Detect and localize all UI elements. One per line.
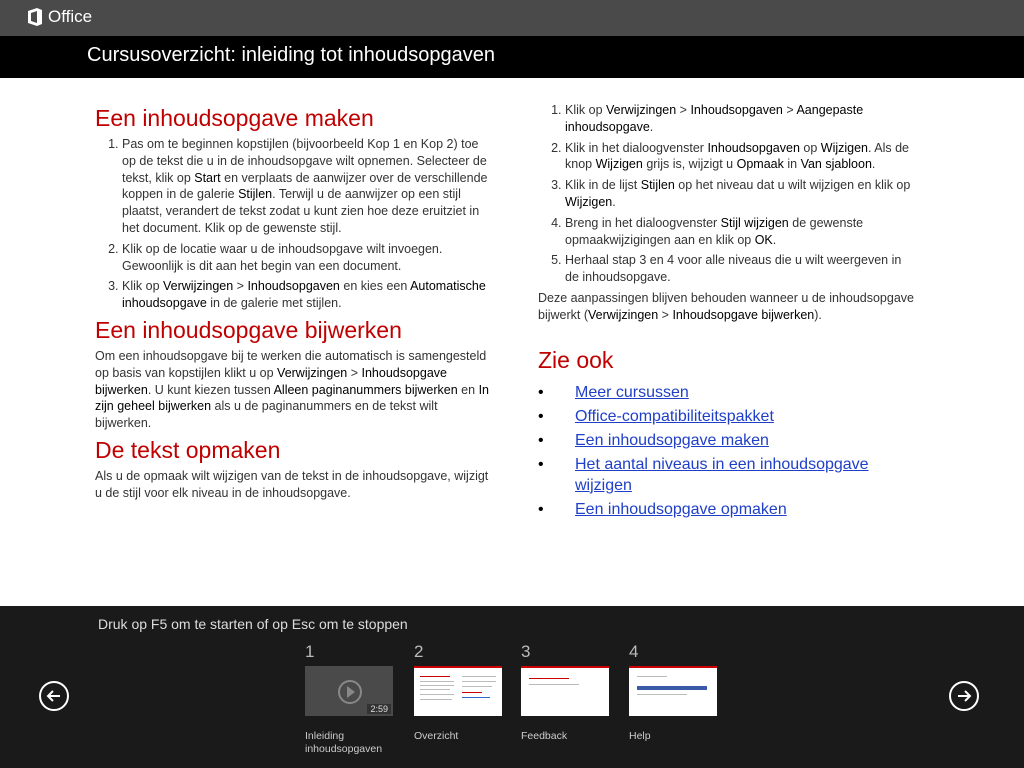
ui-term: Opmaak bbox=[736, 157, 784, 172]
see-also-links bbox=[538, 382, 918, 520]
thumbnail-label: Feedback bbox=[521, 730, 568, 742]
see-also-section bbox=[538, 346, 918, 520]
office-logo bbox=[26, 7, 92, 27]
see-also-link[interactable]: Het aantal niveaus in een inhoudsopgave wijzigen bbox=[575, 455, 869, 494]
ui-term: Alleen paginanummers bijwerken bbox=[273, 382, 458, 397]
thumbnail-number: 3 bbox=[521, 642, 531, 661]
ui-term: Stijlen bbox=[238, 187, 273, 202]
thumbnail-image bbox=[305, 666, 393, 716]
ui-term: Wijzigen bbox=[820, 140, 869, 155]
title-bar bbox=[0, 36, 1024, 78]
see-also-link[interactable]: Meer cursussen bbox=[575, 383, 689, 401]
list-item: 2. Klik op de locatie waar u de inhoudsopgave wilt invoegen. Gewoonlijk is dit aan het begin van een document. bbox=[122, 241, 490, 275]
office-logo-icon bbox=[26, 7, 44, 27]
thumbnail-image bbox=[629, 666, 717, 716]
ui-term: In zijn geheel bijwerken bbox=[95, 382, 489, 414]
format-steps-list bbox=[538, 102, 918, 286]
thumbnail-label: Help bbox=[629, 730, 651, 742]
format-text: Als u de opmaak wilt wijzigen van de tekst in de inhoudsopgave, wijzigt u de stijl voor elk niveau in de inhoudsopgave. bbox=[95, 468, 489, 500]
thumbnail-number: 2 bbox=[414, 642, 424, 661]
ui-term: Automatische inhoudsopgave bbox=[122, 279, 486, 311]
list-item bbox=[538, 454, 918, 496]
section-title-format: De tekst opmaken bbox=[95, 436, 281, 463]
top-bar bbox=[0, 0, 1024, 36]
list-item: 2. Klik in het dialoogvenster Inhoudsopgaven op Wijzigen. Als de knop Wijzigen grijs is, wijzigt u Opmaak in Van sjabloon. bbox=[565, 140, 918, 174]
right-column bbox=[538, 102, 918, 523]
video-duration: 2:59 bbox=[367, 704, 391, 714]
thumbnail-4[interactable] bbox=[629, 642, 721, 743]
left-column bbox=[95, 104, 490, 506]
thumbnail-1[interactable] bbox=[305, 642, 397, 756]
ui-term: Inhoudsopgaven bbox=[707, 140, 800, 155]
thumbnail-2[interactable] bbox=[414, 642, 506, 743]
section-title-update: Een inhoudsopgave bijwerken bbox=[95, 316, 402, 343]
ui-term: Inhoudsopgaven bbox=[247, 279, 340, 294]
ui-term: Verwijzingen bbox=[163, 279, 234, 294]
ui-term: Inhoudsopgave bijwerken bbox=[95, 365, 447, 397]
thumbnail-image bbox=[521, 666, 609, 716]
thumbnail-number: 4 bbox=[629, 642, 639, 661]
list-item: 1. Pas om te beginnen kopstijlen (bijvoorbeeld Kop 1 en Kop 2) toe op de tekst die u in de inhoudsopgave wilt opnemen. Selecteer de tekst, klik op Start en verplaats de aanwijzer over de verschillende koppen in de galerie Stijlen. Terwijl u de aanwijzer op een stijl plaatst, verandert de tekst zodat u kunt zien hoe deze eruitziet in het document. Klik op de gewenste stijl. bbox=[122, 136, 490, 237]
previous-button[interactable] bbox=[39, 681, 69, 711]
next-button[interactable] bbox=[949, 681, 979, 711]
ui-term: Verwijzingen bbox=[277, 365, 348, 380]
list-item: 5. Herhaal stap 3 en 4 voor alle niveaus die u wilt weergeven in de inhoudsopgave. bbox=[565, 252, 918, 286]
ui-term: Start bbox=[194, 170, 221, 185]
thumbnail-image bbox=[414, 666, 502, 716]
ui-term: Verwijzingen bbox=[588, 307, 659, 322]
create-steps-list bbox=[95, 136, 490, 312]
ui-term: Verwijzingen bbox=[606, 103, 677, 117]
ui-term: OK bbox=[754, 232, 773, 247]
section-title-create: Een inhoudsopgave maken bbox=[95, 105, 374, 131]
list-item bbox=[538, 406, 918, 427]
see-also-link[interactable]: Een inhoudsopgave opmaken bbox=[575, 500, 787, 518]
list-item: 1. Klik op Verwijzingen > Inhoudsopgaven > Aangepaste inhoudsopgave. bbox=[565, 102, 918, 136]
office-logo-text: Office bbox=[48, 7, 93, 26]
arrow-right-icon bbox=[956, 688, 972, 704]
list-item bbox=[538, 382, 918, 403]
list-item: 3. Klik in de lijst Stijlen op het niveau dat u wilt wijzigen en klik op Wijzigen. bbox=[565, 177, 918, 211]
see-also-link[interactable]: Een inhoudsopgave maken bbox=[575, 431, 769, 449]
ui-term: Inhoudsopgaven bbox=[690, 103, 783, 117]
see-also-link[interactable]: Office-compatibiliteitspakket bbox=[575, 407, 774, 425]
list-item: 4. Breng in het dialoogvenster Stijl wijzigen de gewenste opmaakwijzigingen aan en klik op OK. bbox=[565, 215, 918, 249]
thumbnail-3[interactable] bbox=[521, 642, 613, 743]
thumbnail-number: 1 bbox=[305, 642, 315, 661]
see-also-title: Zie ook bbox=[538, 346, 614, 373]
ui-term: Van sjabloon bbox=[800, 157, 872, 172]
page-title: Cursusoverzicht: inleiding tot inhoudsopgaven bbox=[87, 44, 496, 66]
list-item bbox=[538, 430, 918, 451]
list-item: 3. Klik op Verwijzingen > Inhoudsopgaven en kies een Automatische inhoudsopgave in de galerie met stijlen. bbox=[122, 278, 490, 312]
bottom-bar bbox=[0, 606, 1024, 768]
format-note: Deze aanpassingen blijven behouden wanneer u de inhoudsopgave bijwerkt (Verwijzingen > Inhoudsopgave bijwerken). bbox=[538, 290, 914, 322]
thumbnail-label: Overzicht bbox=[414, 730, 459, 742]
list-item bbox=[538, 499, 918, 520]
play-icon bbox=[338, 680, 362, 704]
ui-term: Stijl wijzigen bbox=[720, 215, 789, 230]
main-content bbox=[0, 78, 1024, 606]
arrow-left-icon bbox=[46, 688, 62, 704]
keyboard-hint: Druk op F5 om te starten of op Esc om te stoppen bbox=[98, 616, 408, 632]
ui-term: Wijzigen bbox=[595, 157, 643, 172]
update-text: Om een inhoudsopgave bij te werken die automatisch is samengesteld op basis van kopstijlen klikt u op Verwijzingen > Inhoudsopgave bijwerken. U kunt kiezen tussen Alleen paginanummers bijwerken en In zijn geheel bijwerken als u de paginanummers en de tekst wilt bijwerken. bbox=[95, 348, 489, 431]
ui-term: Wijzigen bbox=[565, 194, 613, 209]
ui-term: Aangepaste inhoudsopgave bbox=[565, 103, 864, 134]
ui-term: Stijlen bbox=[640, 178, 675, 193]
thumbnail-label: Inleiding inhoudsopgaven bbox=[305, 730, 383, 755]
ui-term: Inhoudsopgave bijwerken bbox=[672, 307, 815, 322]
